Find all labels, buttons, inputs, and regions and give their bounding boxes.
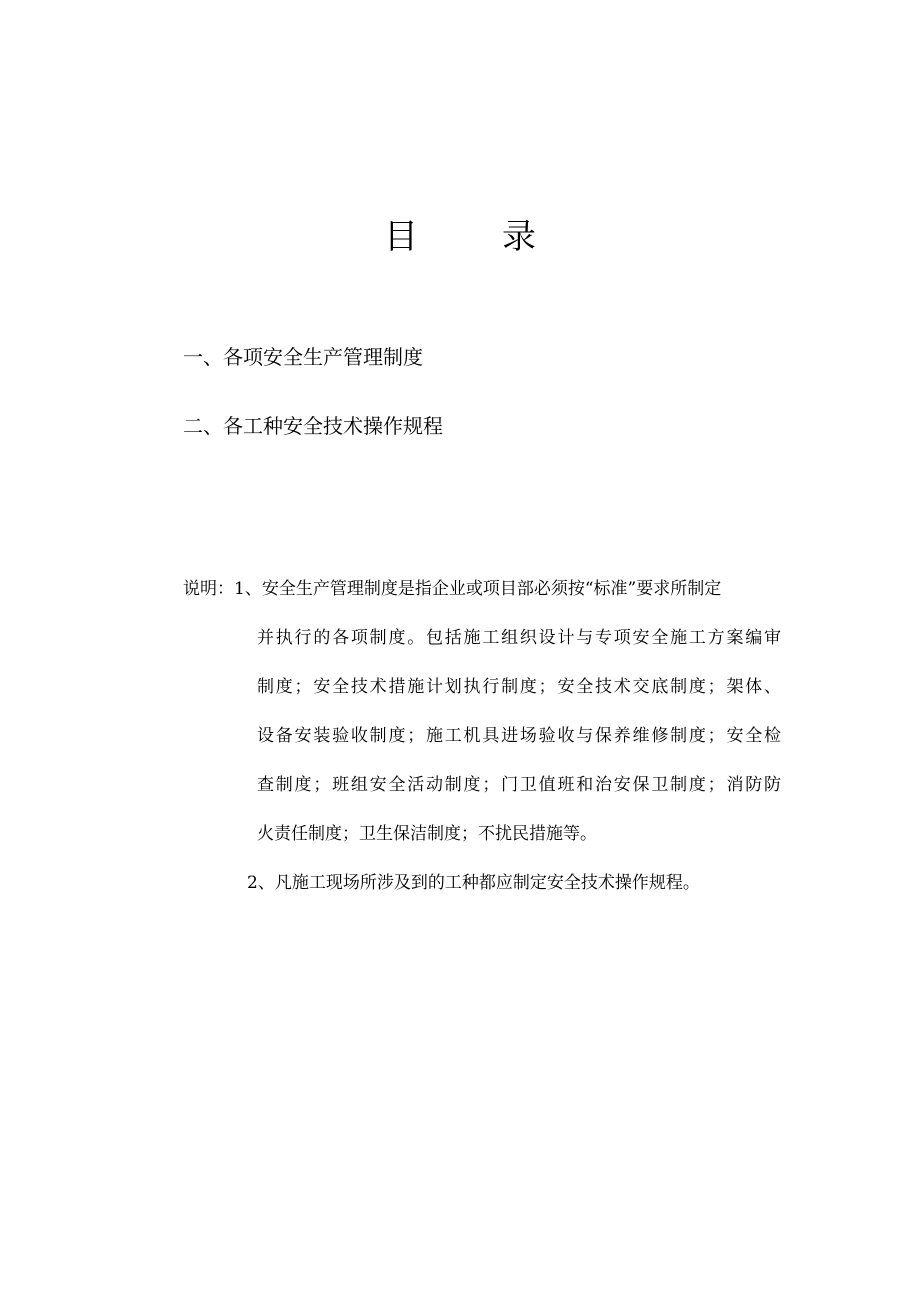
note-line-5: 查制度；班组安全活动制度；门卫值班和治安保卫制度；消防防: [257, 775, 781, 795]
page-title: [0, 212, 920, 262]
note-line-1: 说明：1、安全生产管理制度是指企业或项目部必须按“标准”要求所制定: [183, 579, 722, 599]
note-line-4: 设备安装验收制度；施工机具进场验收与保养维修制度；安全检: [257, 726, 781, 746]
title-char-1: 目: [384, 217, 418, 257]
note-line-3: 制度；安全技术措施计划执行制度；安全技术交底制度；架体、: [257, 677, 781, 697]
note-line-6: 火责任制度；卫生保洁制度；不扰民措施等。: [257, 824, 597, 844]
explanation-note: [183, 565, 783, 908]
toc-item-2: 二、各工种安全技术操作规程: [183, 414, 443, 438]
toc-item-1: 一、各项安全生产管理制度: [183, 345, 423, 369]
title-char-2: 录: [502, 217, 536, 257]
note-line-7: 2、凡施工现场所涉及到的工种都应制定安全技术操作规程。: [247, 873, 700, 893]
note-line-2: 并执行的各项制度。包括施工组织设计与专项安全施工方案编审: [257, 628, 781, 648]
